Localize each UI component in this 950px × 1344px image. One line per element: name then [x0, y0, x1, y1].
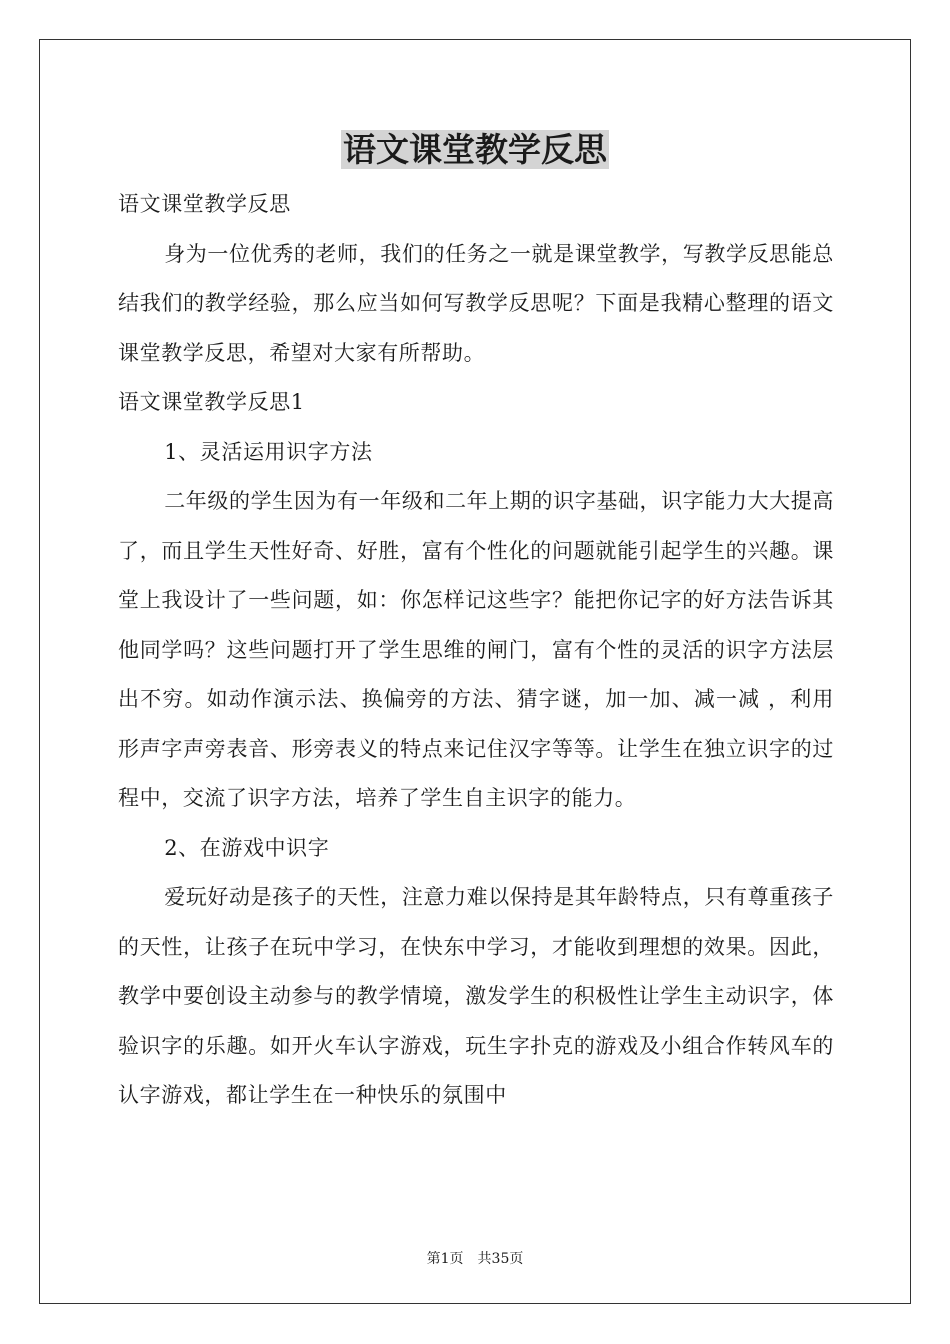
document-title	[0, 128, 950, 172]
page-total: 共35页	[477, 1251, 524, 1267]
section-heading: 语文课堂教学反思1	[118, 390, 305, 414]
document-body	[118, 180, 834, 1121]
paragraph-body: 爱玩好动是孩子的天性，注意力难以保持是其年龄特点，只有尊重孩子的天性，让孩子在玩中学习，在快东中学习，才能收到理想的效果。因此，教学中要创设主动参与的教学情境，激发学生的积极性让学生主动识字，体验识字的乐趣。如开火车认字游戏，玩生字扑克的游戏及小组合作转风车的认字游戏，都让学生在一种快乐的氛围中	[118, 885, 834, 1107]
document-title-text: 语文课堂教学反思	[343, 130, 607, 169]
subsection-heading: 1、灵活运用识字方法	[164, 439, 373, 464]
page-footer	[0, 1250, 950, 1268]
page-number: 第1页	[426, 1251, 464, 1267]
paragraph-intro: 身为一位优秀的老师，我们的任务之一就是课堂教学，写教学反思能总结我们的教学经验，那么应当如何写教学反思呢？下面是我精心整理的语文课堂教学反思，希望对大家有所帮助。	[118, 241, 834, 365]
subsection-heading: 2、在游戏中识字	[164, 835, 330, 860]
paragraph-heading: 语文课堂教学反思	[118, 192, 291, 216]
paragraph-body: 二年级的学生因为有一年级和二年上期的识字基础，识字能力大大提高了，而且学生天性好奇、好胜，富有个性化的问题就能引起学生的兴趣。课堂上我设计了一些问题，如：你怎样记这些字？能把你记字的好方法告诉其他同学吗？这些问题打开了学生思维的闸门，富有个性的灵活的识字方法层出不穷。如动作演示法、换偏旁的方法、猜字谜，加一加、减一减 ，利用形声字声旁表音、形旁表义的特点来记住汉字等等。让学生在独立识字的过程中，交流了识字方法，培养了学生自主识字的能力。	[118, 489, 834, 810]
